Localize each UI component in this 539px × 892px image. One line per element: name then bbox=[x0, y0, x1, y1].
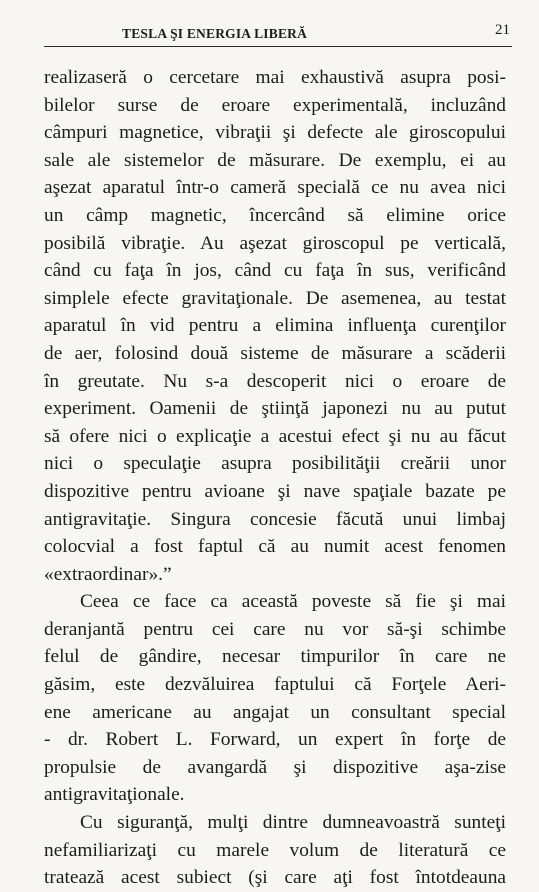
text-line: experiment. Oamenii de ştiinţă japonezi nu au putut bbox=[44, 398, 506, 420]
text-line: un câmp magnetic, încercând să elimine orice bbox=[44, 204, 506, 226]
paragraph-2 bbox=[44, 588, 506, 809]
text-line: colocvial a fost faptul că au numit acest fenomen bbox=[44, 536, 506, 558]
text-line: sale ale sistemelor de măsurare. De exemplu, ei au bbox=[44, 149, 506, 171]
text-line: nefamiliarizaţi cu marele volum de literatură ce bbox=[44, 839, 506, 861]
text-line: realizaseră o cercetare mai exhaustivă asupra posi- bbox=[44, 67, 506, 88]
text-line: de aer, folosind două sisteme de măsurare a scăderii bbox=[44, 342, 506, 364]
body-text bbox=[44, 64, 506, 892]
text-line: Ceea ce face ca această poveste să fie şi mai bbox=[80, 591, 506, 613]
text-line: să ofere nici o explicaţie a acestui efect şi nu au făcut bbox=[44, 425, 506, 447]
text-line: găsim, este dezvăluirea faptului că Forţele Aeri- bbox=[44, 674, 506, 696]
text-line: antigravitaţionale. bbox=[44, 784, 185, 806]
text-line: - dr. Robert L. Forward, un expert în forţe de bbox=[44, 729, 506, 751]
text-line: posibilă vibraţie. Au aşezat giroscopul pe verticală, bbox=[44, 232, 506, 254]
paragraph-3 bbox=[44, 809, 506, 892]
text-line: antigravitaţie. Singura concesie făcută unui limbaj bbox=[44, 508, 506, 530]
text-line: bilelor surse de eroare experimentală, incluzând bbox=[44, 94, 506, 116]
text-line: aşezat aparatul într-o cameră specială ce nu avea nici bbox=[44, 177, 506, 199]
text-line: ene americane au angajat un consultant special bbox=[44, 701, 506, 723]
text-line: câmpuri magnetice, vibraţii şi defecte ale giroscopului bbox=[44, 122, 506, 144]
text-line: dispozitive pentru avioane şi nave spaţiale bazate pe bbox=[44, 480, 506, 502]
paragraph-1 bbox=[44, 64, 506, 588]
text-line: felul de gândire, necesar timpurilor în care ne bbox=[44, 646, 506, 668]
page-number: 21 bbox=[495, 22, 510, 38]
running-title: TESLA ŞI ENERGIA LIBERĂ bbox=[122, 26, 308, 41]
text-line: când cu faţa în jos, când cu faţa în sus, verificând bbox=[44, 260, 506, 282]
text-line: simplele efecte gravitaţionale. De asemenea, au testat bbox=[44, 287, 506, 309]
text-line: nici o speculaţie asupra posibilităţii creării unor bbox=[44, 453, 506, 475]
page-header bbox=[44, 18, 512, 47]
text-line: deranjantă pentru cei care nu vor să-şi schimbe bbox=[44, 618, 506, 640]
text-line: Cu siguranţă, mulţi dintre dumneavoastră sunteţi bbox=[80, 812, 506, 834]
text-line: în greutate. Nu s-a descoperit nici o eroare de bbox=[44, 370, 506, 392]
text-line: propulsie de avangardă şi dispozitive aşa-zise bbox=[44, 756, 506, 778]
text-line: «extraordinar».” bbox=[44, 563, 172, 585]
text-line: tratează acest subiect (şi care aţi fost întotdeauna bbox=[44, 867, 506, 889]
text-line: aparatul în vid pentru a elimina influenţa curenţilor bbox=[44, 315, 506, 337]
